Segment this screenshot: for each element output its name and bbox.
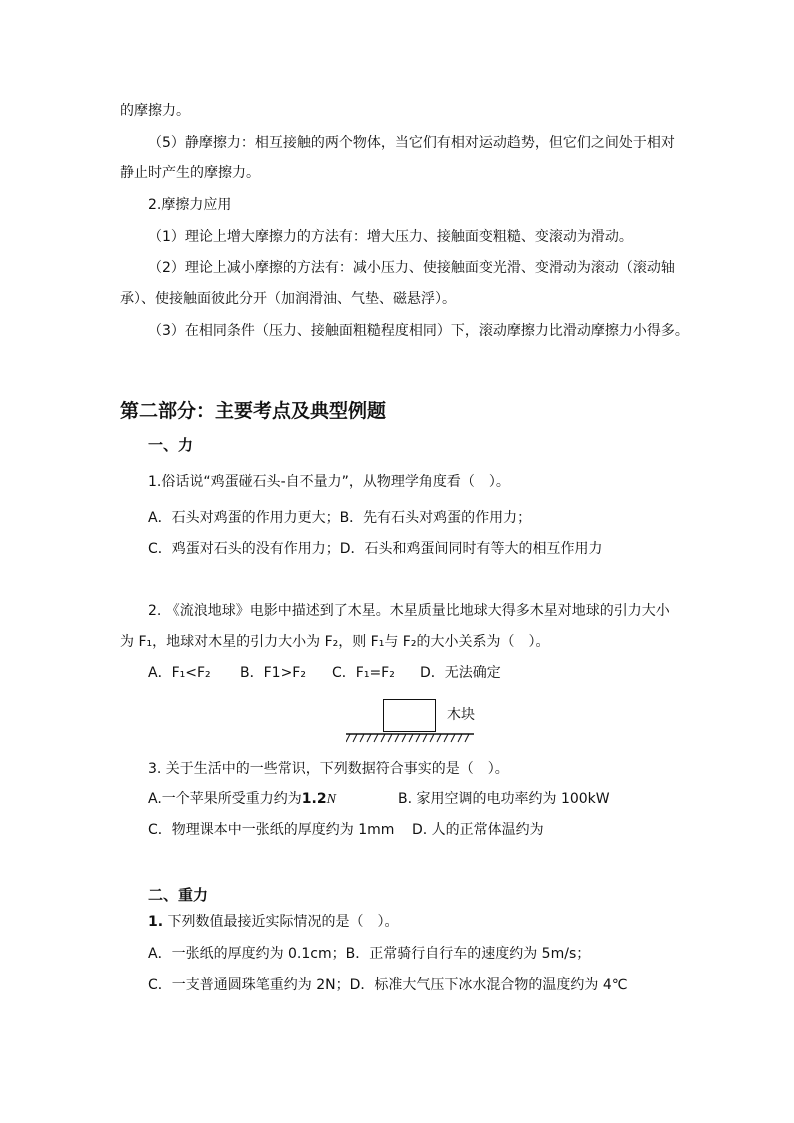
question-3-options-cd xyxy=(148,820,544,840)
question-1-options-ab: A．石头对鸡蛋的作用力更大；B．先有石头对鸡蛋的作用力； xyxy=(148,510,532,526)
option-b: B. 家用空调的电功率约为 100kW xyxy=(398,791,610,807)
option-c: C．F₁=F₂ xyxy=(332,665,395,681)
option-a: A．F₁<F₂ xyxy=(148,665,211,681)
block-label: 木块 xyxy=(447,707,475,723)
question-2-stem: 2. 《流浪地球》电影中描述到了木星。木星质量比地球大得多木星对地球的引力大小 xyxy=(148,603,670,619)
option-b: B．F1>F₂ xyxy=(240,665,306,681)
option-d: D. 人的正常体温约为 xyxy=(412,822,544,838)
list-item: （2）理论上减小摩擦的方法有：减小压力、使接触面变光滑、变滑动为滚动（滚动轴 xyxy=(148,260,675,276)
gravity-question-1-options-ab: A．一张纸的厚度约为 0.1cm；B．正常骑行自行车的速度约为 5m/s； xyxy=(148,946,591,962)
option-d: D．无法确定 xyxy=(420,665,501,681)
question-1-options-cd: C．鸡蛋对石头的没有作用力；D．石头和鸡蛋间同时有等大的相互作用力 xyxy=(148,541,603,557)
page-title: 第二部分：主要考点及典型例题 xyxy=(120,400,387,422)
question-3-stem: 3. 关于生活中的一些常识，下列数据符合事实的是（ ）。 xyxy=(148,761,509,777)
text-line: 静止时产生的摩擦力。 xyxy=(120,165,260,181)
text-line: 承）、使接触面彼此分开（加润滑油、气垫、磁悬浮）。 xyxy=(120,291,456,307)
static-friction-definition: （5）静摩擦力：相互接触的两个物体，当它们有相对运动趋势，但它们之间处于相对 xyxy=(148,135,675,151)
option-a: A.一个苹果所受重力约为1.2N xyxy=(148,791,336,807)
text-line: 的摩擦力。 xyxy=(120,103,190,119)
subsection-title: 2.摩擦力应用 xyxy=(148,197,232,213)
question-2-stem-cont: 为 F₁，地球对木星的引力大小为 F₂，则 F₁与 F₂的大小关系为（ ）。 xyxy=(120,634,550,650)
section-heading-gravity: 二、重力 xyxy=(148,886,209,904)
gravity-question-1-options-cd: C．一支普通圆珠笔重约为 2N；D．标准大气压下冰水混合物的温度约为 4℃ xyxy=(148,977,628,993)
question-1-stem: 1.俗话说“鸡蛋碰石头-自不量力”，从物理学角度看（ ）。 xyxy=(148,474,510,490)
option-c: C．物理课本中一张纸的厚度约为 1mm xyxy=(148,822,395,838)
section-heading-force: 一、力 xyxy=(148,436,194,454)
wooden-block-figure xyxy=(383,699,436,732)
list-item: （3）在相同条件（压力、接触面粗糙程度相同）下，滚动摩擦力比滑动摩擦力小得多。 xyxy=(148,323,689,339)
question-2-options xyxy=(148,663,501,683)
ground-hatching xyxy=(346,733,474,743)
gravity-question-1-stem: 1. 下列数值最接近实际情况的是（ ）。 xyxy=(148,914,399,930)
list-item: （1）理论上增大摩擦力的方法有：增大压力、接触面变粗糙、变滚动为滑动。 xyxy=(148,229,633,245)
question-3-options-ab xyxy=(148,789,610,810)
